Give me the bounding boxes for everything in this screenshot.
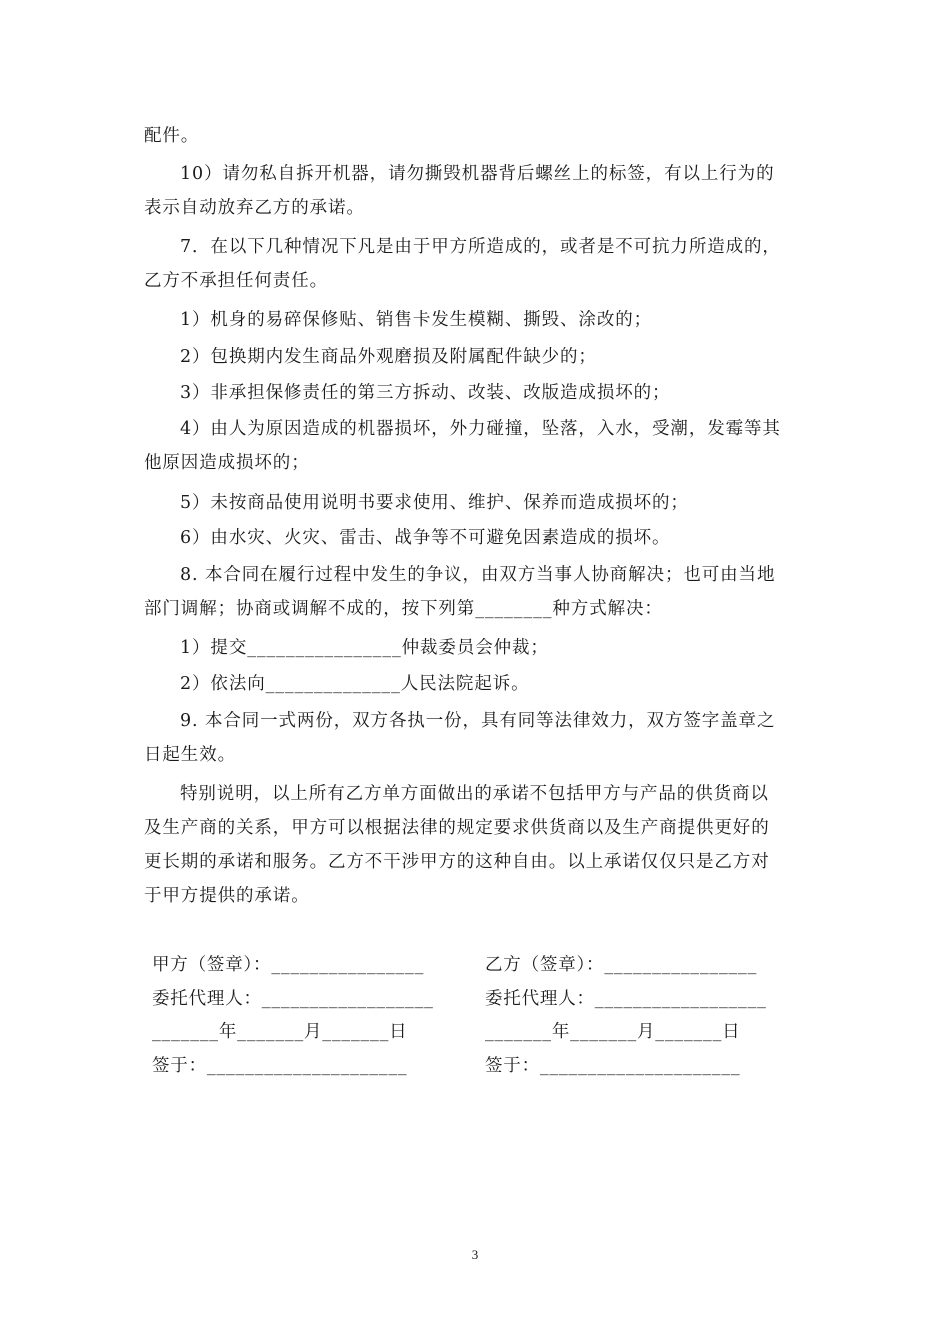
text-line: 及生产商的关系，甲方可以根据法律的规定要求供货商以及生产商提供更好的 [144, 818, 770, 838]
paragraph-item-1 [144, 303, 812, 337]
party-b-agent-field[interactable]: 委托代理人：__________________ [485, 989, 767, 1009]
paragraph-arbitration [144, 631, 812, 665]
paragraph-item-2 [144, 340, 812, 374]
paragraph-special-note [144, 777, 812, 913]
text-line: 表示自动放弃乙方的承诺。 [144, 198, 365, 218]
text-line: 部门调解；协商或调解不成的，按下列第________种方式解决： [144, 599, 663, 619]
party-a-sign-field[interactable]: 甲方（签章）：________________ [152, 955, 425, 975]
text-line: 乙方不承担任何责任。 [144, 271, 328, 291]
text-line: 他原因造成损坏的； [144, 453, 310, 473]
paragraph-clause-10 [144, 157, 812, 225]
text-line: 配件。 [144, 126, 200, 146]
paragraph-clause-7 [144, 230, 812, 298]
paragraph-item-4 [144, 412, 812, 480]
paragraph-item-3 [144, 376, 812, 410]
page-number: 3 [471, 1247, 479, 1262]
paragraph-clause-9 [144, 704, 812, 772]
party-b-place-field[interactable]: 签于：_____________________ [485, 1056, 741, 1076]
paragraph-clause-8 [144, 558, 812, 626]
party-b-sign-field[interactable]: 乙方（签章）：________________ [485, 955, 758, 975]
text-line: 5）未按商品使用说明书要求使用、维护、保养而造成损坏的； [180, 493, 689, 513]
party-b-date-field[interactable]: _______年_______月_______日 [485, 1022, 741, 1042]
text-line: 于甲方提供的承诺。 [144, 886, 310, 906]
text-line: 特别说明，以上所有乙方单方面做出的承诺不包括甲方与产品的供货商以 [180, 784, 769, 804]
text-line: 4）由人为原因造成的机器损坏，外力碰撞，坠落，入水，受潮，发霉等其 [180, 419, 781, 439]
party-a-date-field[interactable]: _______年_______月_______日 [152, 1022, 408, 1042]
party-a-agent-field[interactable]: 委托代理人：__________________ [152, 989, 434, 1009]
text-line: 2）包换期内发生商品外观磨损及附属配件缺少的； [180, 347, 597, 367]
text-line: 1）机身的易碎保修贴、销售卡发生模糊、撕毁、涂改的； [180, 310, 653, 330]
paragraph-item-6 [144, 521, 812, 555]
text-line: 8. 本合同在履行过程中发生的争议，由双方当事人协商解决；也可由当地 [180, 565, 776, 585]
text-line: 3）非承担保修责任的第三方拆动、改装、改版造成损坏的； [180, 383, 671, 403]
text-line: 6）由水灾、火灾、雷击、战争等不可避免因素造成的损坏。 [180, 528, 671, 548]
text-line: 1）提交________________仲裁委员会仲裁； [180, 638, 549, 658]
text-line: 日起生效。 [144, 745, 236, 765]
text-line: 2）依法向______________人民法院起诉。 [180, 674, 530, 694]
text-line: 10）请勿私自拆开机器，请勿撕毁机器背后螺丝上的标签，有以上行为的 [180, 164, 775, 184]
paragraph-item-5 [144, 486, 812, 520]
text-line: 更长期的承诺和服务。乙方不干涉甲方的这种自由。以上承诺仅仅只是乙方对 [144, 852, 770, 872]
text-line: 7．在以下几种情况下凡是由于甲方所造成的，或者是不可抗力所造成的， [180, 237, 781, 257]
party-a-place-field[interactable]: 签于：_____________________ [152, 1056, 408, 1076]
text-line: 9. 本合同一式两份，双方各执一份，具有同等法律效力，双方签字盖章之 [180, 711, 776, 731]
paragraph-court [144, 667, 812, 701]
paragraph-accessories-end [144, 119, 812, 153]
